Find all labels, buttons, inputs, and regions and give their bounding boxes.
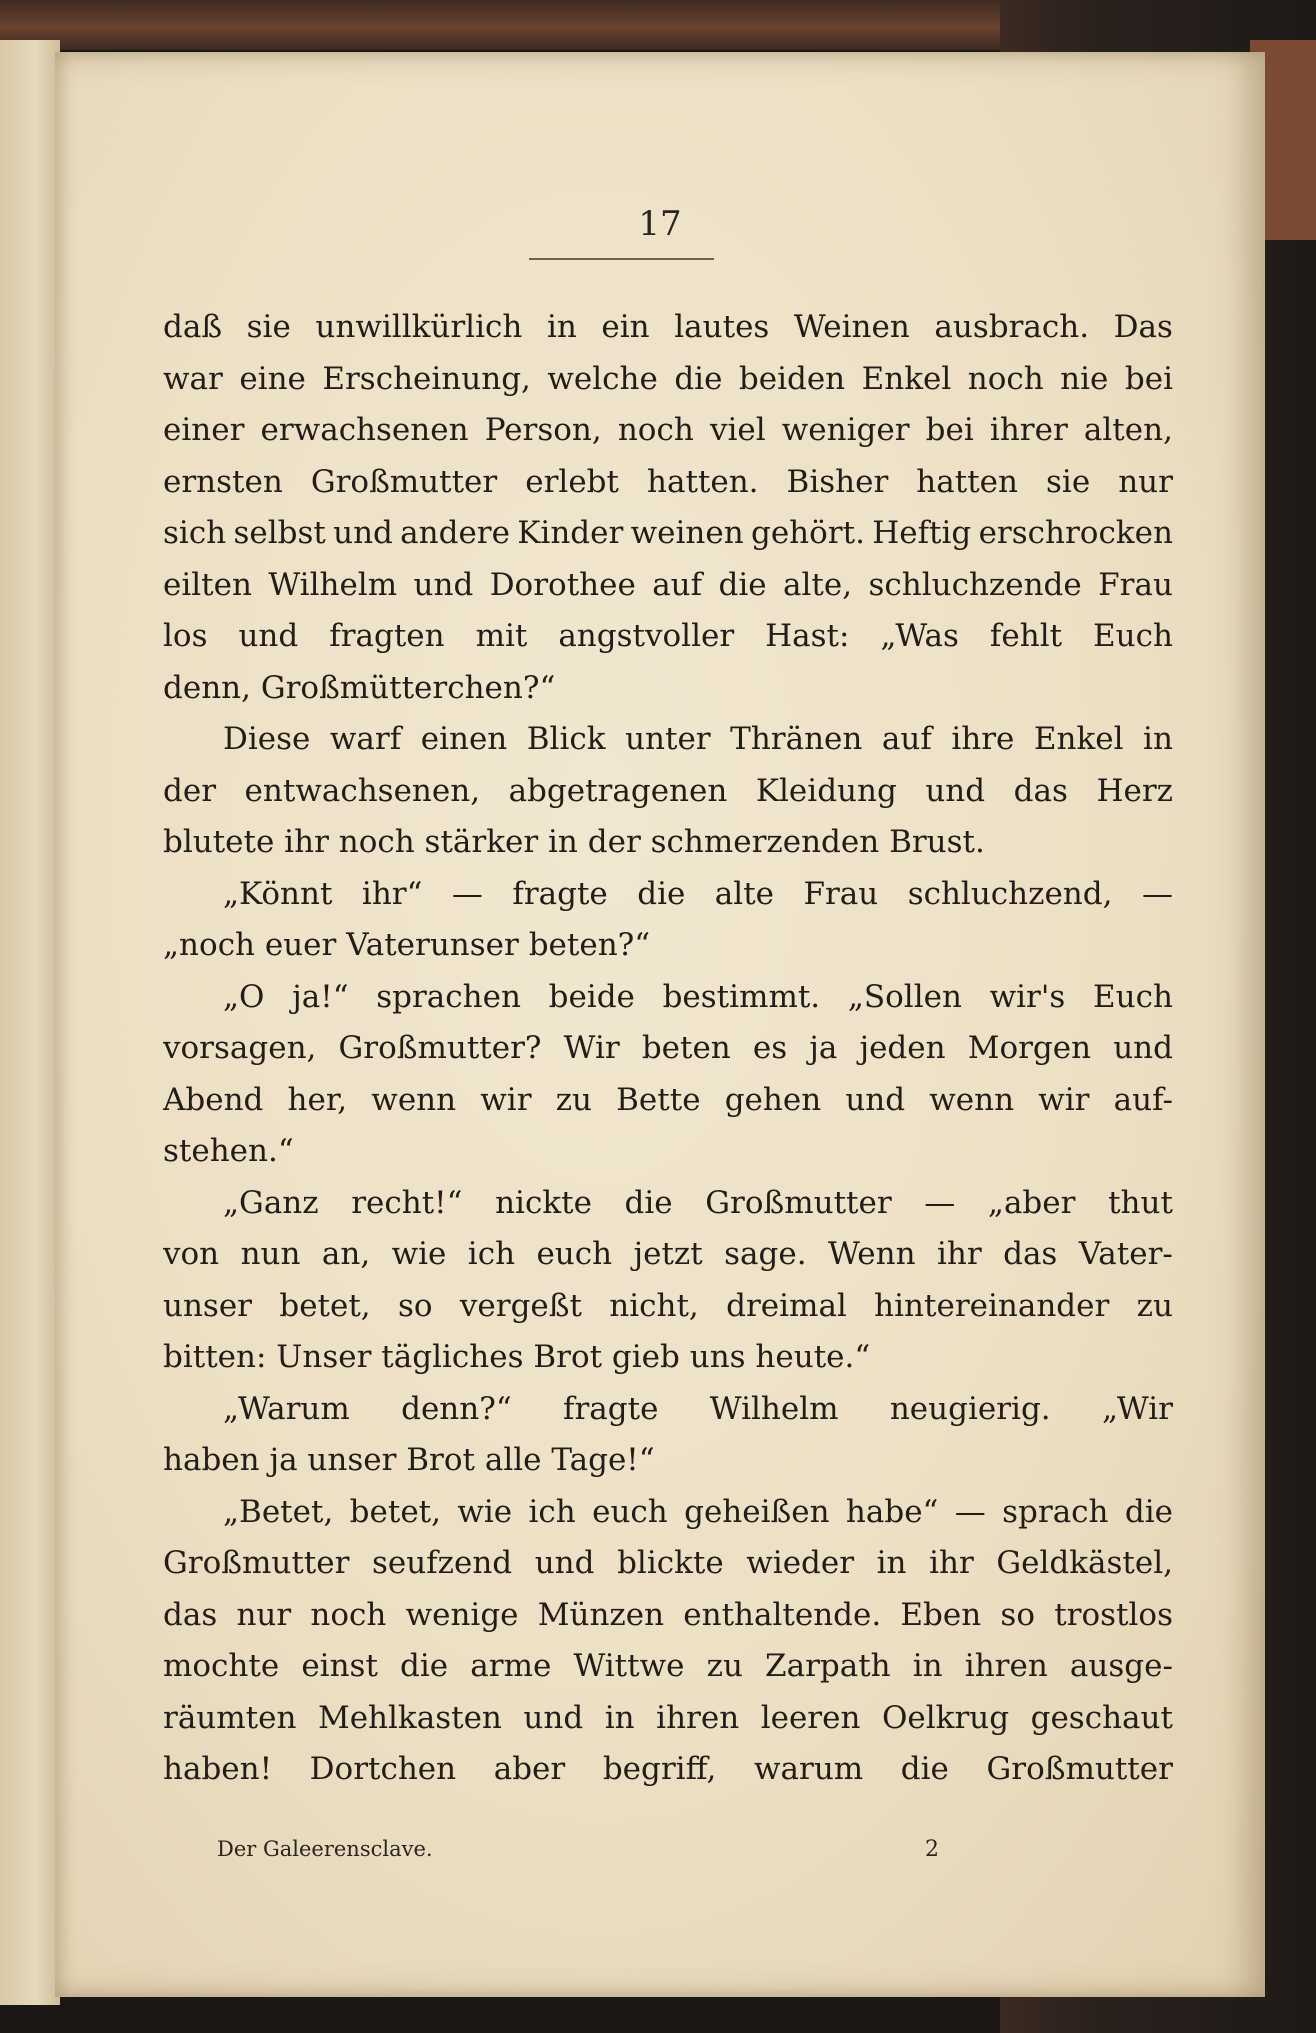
word: nickte: [495, 1184, 592, 1221]
word: unter: [625, 721, 711, 757]
text-line: [163, 1229, 1173, 1281]
word: „Sollen: [847, 978, 962, 1015]
word: einst: [301, 1648, 378, 1684]
word: zu: [706, 1648, 743, 1684]
word: Großmutter: [163, 1545, 350, 1581]
word: der: [163, 772, 217, 809]
word: Person,: [484, 412, 602, 448]
text-line-content: denn, Großmütterchen?“: [163, 669, 556, 706]
text-line: [163, 1693, 1173, 1745]
word: noch: [310, 1596, 387, 1633]
text-line: [163, 1281, 1173, 1333]
text-line: [163, 766, 1173, 818]
word: betet,: [349, 1493, 441, 1530]
word: eine: [239, 360, 306, 397]
word: Enkel: [861, 360, 952, 397]
word: Das: [1113, 309, 1173, 345]
word: das: [163, 1596, 218, 1633]
word: nie: [1060, 360, 1109, 397]
word: so: [397, 1287, 433, 1324]
word: „Wir: [1101, 1390, 1173, 1427]
word: eilten: [163, 566, 252, 603]
text-line: [163, 1332, 1173, 1384]
word: nur: [236, 1596, 292, 1633]
word: arme: [470, 1648, 552, 1684]
word: ernsten: [163, 463, 283, 500]
text-line-content: stehen.“: [163, 1133, 294, 1169]
word: angstvoller: [558, 618, 735, 654]
word: fragte: [512, 875, 608, 912]
word: in: [912, 1648, 943, 1684]
word: „Was: [880, 618, 959, 654]
word: die: [637, 875, 686, 912]
word: „Warum: [223, 1390, 350, 1427]
word: geheißen: [684, 1493, 830, 1530]
word: aber: [493, 1751, 566, 1787]
word: Wilhelm: [709, 1390, 839, 1427]
word: zu: [555, 1081, 592, 1118]
word: und: [413, 566, 474, 603]
word: bei: [925, 412, 974, 448]
word: und: [534, 1545, 595, 1581]
word: trostlos: [1054, 1596, 1173, 1633]
word: ausbrach.: [934, 309, 1090, 345]
word: daß: [163, 309, 223, 345]
word: an,: [321, 1236, 371, 1272]
word: weniger: [781, 412, 910, 448]
word: und: [845, 1081, 906, 1118]
word: Dortchen: [309, 1751, 457, 1787]
word: wenige: [405, 1596, 519, 1633]
text-line: [163, 1178, 1173, 1230]
word: nicht,: [609, 1287, 699, 1324]
word: war: [163, 360, 223, 397]
word: „aber: [987, 1184, 1076, 1221]
word: in: [604, 1699, 635, 1736]
word: Großmutter?: [338, 1030, 542, 1066]
book-page: [55, 52, 1265, 1997]
word: andere: [400, 515, 510, 551]
word: alte: [714, 875, 774, 912]
word: „Betet,: [223, 1493, 334, 1530]
signature-mark: 2: [925, 1837, 939, 1862]
word: Frau: [803, 875, 879, 912]
word: hatten.: [647, 463, 759, 500]
word: lautes: [674, 309, 770, 345]
word: alte,: [783, 566, 853, 603]
word: gehen: [724, 1081, 822, 1118]
word: los: [163, 618, 208, 654]
word: —: [1141, 875, 1173, 912]
word: entwachsenen,: [244, 772, 481, 809]
word: alten,: [1083, 412, 1173, 448]
word: die: [718, 566, 767, 603]
text-line: [163, 1384, 1173, 1436]
word: erschrocken: [978, 515, 1173, 551]
text-line: [163, 1744, 1173, 1796]
word: habe“: [845, 1493, 939, 1530]
text-line: [163, 302, 1173, 354]
text-line: [163, 560, 1173, 612]
word: jeden: [859, 1030, 946, 1066]
word: fragte: [563, 1390, 659, 1427]
word: „O: [223, 978, 265, 1015]
text-line-content: haben ja unser Brot alle Tage!“: [163, 1442, 655, 1478]
word: erlebt: [525, 463, 619, 500]
word: selbst: [233, 515, 326, 551]
word: Abend: [163, 1081, 264, 1118]
word: sich: [163, 515, 227, 551]
text-line-content: blutete ihr noch stärker in der schmerzenden Brust.: [163, 824, 985, 860]
word: und: [523, 1699, 584, 1736]
word: Euch: [1093, 618, 1173, 654]
word: weinen: [630, 515, 744, 551]
word: Wittwe: [573, 1648, 685, 1684]
word: ihr“: [361, 875, 423, 912]
text-line: [163, 714, 1173, 766]
text-line: [163, 1487, 1173, 1539]
word: ihren: [964, 1648, 1048, 1684]
word: Euch: [1092, 978, 1173, 1015]
word: und: [238, 618, 299, 654]
word: fehlt: [989, 618, 1063, 654]
word: schluchzende: [868, 566, 1082, 603]
word: ihren: [656, 1699, 740, 1736]
word: enthaltende.: [683, 1596, 882, 1633]
word: wenn: [371, 1081, 457, 1118]
word: recht!“: [351, 1184, 463, 1221]
word: Eben: [900, 1596, 982, 1633]
word: wir: [1038, 1081, 1090, 1118]
word: Weinen: [793, 309, 910, 345]
word: blickte: [617, 1545, 724, 1581]
word: „Ganz: [223, 1184, 319, 1221]
word: sprach: [1002, 1493, 1109, 1530]
word: Dorothee: [489, 566, 636, 603]
word: auf: [652, 566, 703, 603]
word: nur: [1118, 463, 1173, 500]
word: Blick: [526, 721, 606, 757]
word: in: [1143, 721, 1173, 757]
text-line: [163, 457, 1173, 509]
word: die: [400, 1648, 449, 1684]
word: Morgen: [967, 1030, 1092, 1066]
word: unser: [163, 1287, 253, 1324]
body-text: [163, 302, 1173, 1796]
word: es: [752, 1030, 788, 1066]
word: welche: [547, 360, 658, 397]
page-number: 17: [638, 204, 682, 244]
word: Diese: [223, 721, 311, 757]
word: ich: [467, 1236, 516, 1272]
word: zu: [1136, 1287, 1173, 1324]
word: seufzend: [371, 1545, 513, 1581]
word: bei: [1124, 360, 1173, 397]
word: jetzt: [633, 1236, 703, 1272]
word: gehört.: [750, 515, 865, 551]
text-line: [163, 1435, 1173, 1487]
word: und: [1113, 1030, 1173, 1066]
word: Zarpath: [765, 1648, 891, 1684]
text-line: [163, 1075, 1173, 1127]
word: Bisher: [786, 463, 889, 500]
text-line-content: bitten: Unser tägliches Brot gieb uns heute.“: [163, 1339, 871, 1375]
text-line: [163, 1538, 1173, 1590]
text-line: [163, 1126, 1173, 1178]
word: Kinder: [517, 515, 624, 551]
word: Thränen: [730, 721, 863, 757]
word: noch: [617, 412, 694, 448]
word: hatten: [916, 463, 1018, 500]
word: wir: [480, 1081, 532, 1118]
word: Erscheinung,: [322, 360, 531, 397]
word: und: [333, 515, 393, 551]
word: unwillkürlich: [315, 309, 523, 345]
word: hintereinander: [874, 1287, 1110, 1324]
word: die: [1124, 1493, 1173, 1530]
word: so: [1000, 1596, 1035, 1633]
text-line: [163, 663, 1173, 715]
word: Oelkrug: [881, 1699, 1010, 1736]
word: in: [876, 1545, 907, 1581]
word: nun: [240, 1236, 301, 1272]
word: ihr: [937, 1236, 982, 1272]
word: geschaut: [1030, 1699, 1173, 1736]
text-line-content: „noch euer Vaterunser beten?“: [163, 927, 651, 963]
word: die: [674, 360, 723, 397]
word: beiden: [738, 360, 846, 397]
word: sie: [1046, 463, 1091, 500]
word: Vater-: [1078, 1236, 1173, 1272]
word: das: [1013, 772, 1068, 809]
word: bestimmt.: [662, 978, 821, 1015]
text-line: [163, 1590, 1173, 1642]
word: Herz: [1096, 772, 1173, 809]
footer-title: Der Galeerensclave.: [217, 1837, 433, 1861]
word: denn?“: [401, 1390, 512, 1427]
word: ja: [809, 1030, 838, 1066]
word: Bette: [616, 1081, 701, 1118]
word: thut: [1108, 1184, 1173, 1221]
word: Mehlkasten: [317, 1699, 502, 1736]
word: —: [954, 1493, 986, 1530]
word: beten: [641, 1030, 731, 1066]
word: auf: [881, 721, 932, 757]
page-gutter: [0, 40, 60, 2005]
word: mit: [475, 618, 528, 654]
word: leeren: [760, 1699, 861, 1736]
text-line: [163, 817, 1173, 869]
word: noch: [967, 360, 1044, 397]
word: betet,: [279, 1287, 371, 1324]
word: wenn: [929, 1081, 1015, 1118]
word: Wir: [563, 1030, 620, 1066]
word: wir's: [989, 978, 1066, 1015]
word: Großmutter: [310, 463, 498, 500]
word: von: [163, 1236, 220, 1272]
word: das: [1003, 1236, 1058, 1272]
word: in: [546, 309, 577, 345]
word: Wilhelm: [268, 566, 398, 603]
word: sie: [246, 309, 291, 345]
word: ihr: [929, 1545, 974, 1581]
word: Kleidung: [755, 772, 897, 809]
word: begriff,: [602, 1751, 717, 1787]
word: fragten: [329, 618, 445, 654]
word: sage.: [724, 1236, 807, 1272]
word: Großmutter: [986, 1751, 1173, 1787]
text-line: [163, 869, 1173, 921]
word: wie: [391, 1236, 447, 1272]
word: und: [925, 772, 986, 809]
word: Frau: [1098, 566, 1173, 603]
word: „Könnt: [223, 875, 333, 912]
word: ich: [528, 1493, 576, 1530]
word: mochte: [163, 1648, 280, 1684]
page-number-rule: [529, 258, 714, 260]
text-line: [163, 508, 1173, 560]
word: vorsagen,: [163, 1030, 317, 1066]
word: die: [900, 1751, 949, 1787]
word: erwachsenen: [260, 412, 469, 448]
word: viel: [709, 412, 766, 448]
word: Großmutter: [705, 1184, 892, 1221]
word: wie: [457, 1493, 513, 1530]
word: —: [924, 1184, 956, 1221]
text-line: [163, 1023, 1173, 1075]
word: räumten: [163, 1699, 297, 1736]
word: ihre: [951, 721, 1015, 757]
text-line: [163, 405, 1173, 457]
word: abgetragenen: [508, 772, 728, 809]
word: ja!“: [292, 978, 349, 1015]
word: her,: [287, 1081, 348, 1118]
word: beide: [548, 978, 635, 1015]
word: warum: [753, 1751, 864, 1787]
word: ausge-: [1069, 1648, 1173, 1684]
word: Wenn: [827, 1236, 916, 1272]
text-line: [163, 611, 1173, 663]
word: sprachen: [376, 978, 521, 1015]
word: die: [624, 1184, 673, 1221]
word: einen: [420, 721, 508, 757]
word: einer: [163, 412, 245, 448]
word: warf: [329, 721, 402, 757]
word: Münzen: [537, 1596, 665, 1633]
word: haben!: [163, 1751, 273, 1787]
word: neugierig.: [889, 1390, 1051, 1427]
word: euch: [592, 1493, 668, 1530]
word: ein: [601, 309, 650, 345]
word: wieder: [746, 1545, 855, 1581]
text-line: [163, 354, 1173, 406]
word: ihrer: [989, 412, 1068, 448]
word: Heftig: [872, 515, 972, 551]
word: —: [451, 875, 483, 912]
word: Hast:: [765, 618, 850, 654]
text-line: [163, 920, 1173, 972]
word: euch: [536, 1236, 613, 1272]
text-line: [163, 972, 1173, 1024]
word: Geldkästel,: [996, 1545, 1173, 1581]
word: Enkel: [1033, 721, 1124, 757]
text-line: [163, 1641, 1173, 1693]
word: auf-: [1113, 1081, 1173, 1118]
word: vergeßt: [459, 1287, 582, 1324]
word: dreimal: [726, 1287, 847, 1324]
word: schluchzend,: [907, 875, 1113, 912]
